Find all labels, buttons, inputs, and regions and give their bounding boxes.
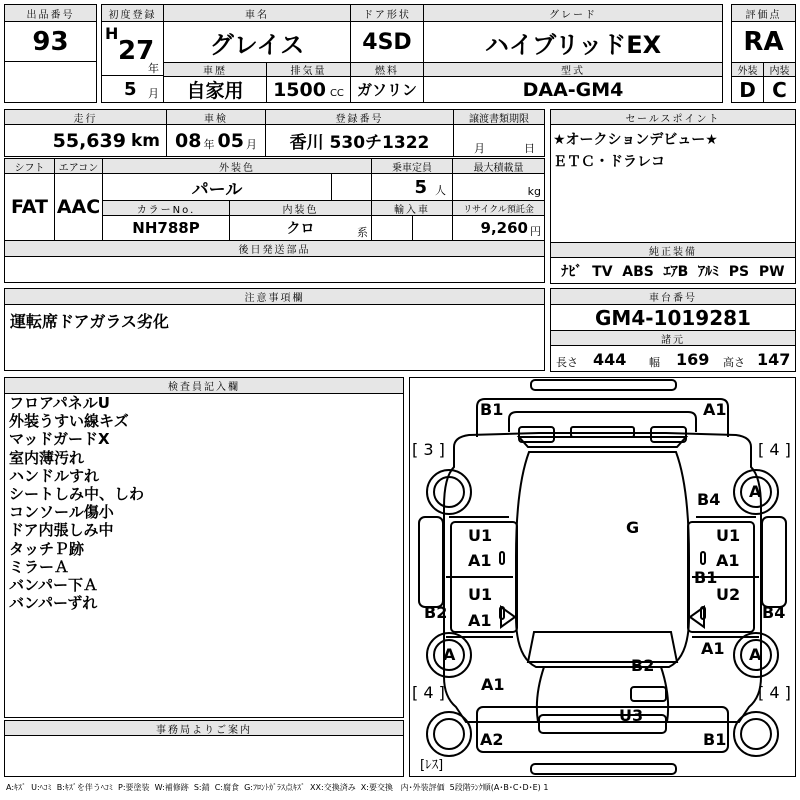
- interior-color-label: 内装色: [229, 200, 372, 216]
- exterior-color: パール: [102, 173, 332, 201]
- era: H: [105, 24, 119, 43]
- inspection-month-unit: 月: [245, 137, 257, 151]
- interior-grade: C: [763, 76, 796, 103]
- spec-values: [550, 345, 796, 372]
- shift: FAT: [4, 173, 55, 241]
- max-load-cell: [452, 173, 545, 201]
- color-number: NH788P: [102, 215, 230, 241]
- month-unit: 月: [148, 87, 159, 100]
- mark-front-right-fender: A1: [701, 639, 725, 658]
- mark-rear-right-quarter: B4: [697, 490, 721, 509]
- aircon: AAC: [54, 173, 103, 241]
- transfer-deadline-label: 譲渡書類期限: [453, 109, 545, 125]
- capacity: 5: [414, 176, 427, 198]
- mark-front-bumper: U3: [619, 706, 644, 725]
- fuel: ガソリン: [350, 76, 424, 103]
- recycle-label: リサイクル預託金: [452, 200, 545, 216]
- inspector-line: バンパー下Ａ: [9, 576, 98, 595]
- later-parts-label: 後日発送部品: [4, 240, 545, 257]
- door-type-label: ドア形状: [350, 4, 424, 22]
- equipment-list: ﾅﾋﾞ TV ABS ｴｱB ｱﾙﾐ PS PW: [550, 257, 796, 284]
- displacement-cell: [266, 76, 351, 103]
- first-registration-year-cell: [101, 21, 164, 76]
- import-cell-a: [371, 215, 413, 241]
- inspection-year-unit: 年: [203, 137, 215, 151]
- color-number-label: カラーNo.: [102, 200, 230, 216]
- notes-label: 注意事項欄: [4, 288, 545, 305]
- car-name-label: 車名: [163, 4, 351, 22]
- sales-point-label: セールスポイント: [550, 109, 796, 125]
- length-value: 444: [593, 350, 627, 369]
- mark-front-right-corner: B1: [703, 730, 727, 749]
- score: RA: [731, 21, 796, 63]
- chassis-number: GM4-1019281: [550, 304, 796, 331]
- inspection-month: 05: [217, 129, 244, 152]
- recycle-fee: 9,260: [480, 219, 528, 237]
- inspector-line: ドア内張しみ中: [9, 521, 114, 540]
- inspection-label: 車検: [166, 109, 266, 125]
- model: DAA-GM4: [423, 76, 723, 103]
- office-label: 事務局よりご案内: [4, 720, 404, 736]
- first-registration-month: 5: [124, 79, 137, 100]
- inspector-line: フロアパネルU: [9, 394, 110, 412]
- exterior-color-spare: [331, 173, 372, 201]
- mark-front-left-fender: A1: [481, 675, 505, 694]
- width-value: 169: [676, 350, 710, 369]
- sales-point-line-2: ＥＴＣ・ドラレコ: [553, 154, 665, 170]
- inspection-year: 08: [175, 129, 202, 152]
- capacity-cell: [371, 173, 453, 201]
- office-box: [4, 735, 404, 777]
- mark-front-left-corner: A2: [480, 730, 504, 749]
- inspector-line: シートしみ中、しわ: [9, 485, 145, 504]
- mark-right-rocker: B4: [762, 603, 786, 622]
- notes-text: 運転席ドアガラス劣化: [10, 312, 169, 331]
- mark-bracket-rear-left: [ 3 ]: [412, 440, 445, 459]
- displacement-label: 排気量: [266, 62, 351, 77]
- door-type: 4SD: [350, 21, 424, 63]
- transfer-month-unit: 月: [474, 142, 485, 155]
- interior-label: 内装: [763, 62, 796, 77]
- capacity-label: 乗車定員: [371, 158, 453, 174]
- registration-number: 香川 530チ1322: [265, 124, 454, 157]
- mark-spare-tire: [ﾚｽ]: [420, 758, 444, 773]
- transfer-day-unit: 日: [524, 142, 535, 155]
- spec-label: 諸元: [550, 330, 796, 346]
- length-label: 長さ: [556, 356, 578, 369]
- first-registration-month-cell: [101, 75, 164, 103]
- mark-rear-right-door-a: A1: [716, 551, 740, 570]
- inspector-line: バンパーずれ: [9, 594, 98, 613]
- history: 自家用: [163, 76, 267, 103]
- mark-wheel-rear-right: A: [749, 482, 762, 501]
- mark-bracket-front-right: [ 4 ]: [758, 683, 791, 702]
- model-label: 型式: [423, 62, 723, 77]
- registration-number-label: 登録番号: [265, 109, 454, 125]
- car-diagram: [409, 377, 796, 777]
- car-name: グレイス: [163, 21, 351, 63]
- inspector-line: マッドガードX: [9, 430, 110, 449]
- year-unit: 年: [148, 62, 159, 75]
- mark-bracket-rear-right: [ 4 ]: [758, 440, 791, 459]
- mark-hood: B2: [631, 656, 655, 675]
- mileage: 55,639: [52, 129, 126, 152]
- legend-text: A:ｷｽﾞ U:ﾍｺﾐ B:ｷｽﾞを伴うﾍｺﾐ P:要塗装 W:補修跡 S:錆 C:腐食 G:ﾌﾛﾝﾄｶﾞﾗｽ点ｷｽﾞ XX:交換済み X:要交換 内･外装評価 5段階ﾗﾝｸ順(A･B･C･D･E) 1: [6, 783, 549, 792]
- inspector-line: 室内薄汚れ: [9, 448, 85, 467]
- exterior-color-label: 外装色: [102, 158, 372, 174]
- inspector-line: 外装うすい線キズ: [9, 412, 129, 431]
- inspector-line: ミラーＡ: [9, 557, 70, 576]
- import-cell-b: [412, 215, 453, 241]
- history-label: 車歴: [163, 62, 267, 77]
- grade: ハイブリッドEX: [423, 21, 723, 63]
- mark-rear-right: A1: [703, 400, 727, 419]
- mileage-label: 走行: [4, 109, 167, 125]
- interior-color-cell: [229, 215, 372, 241]
- chassis-number-label: 車台番号: [550, 288, 796, 305]
- mark-front-right-door-b: B1: [694, 568, 718, 587]
- mark-wheel-front-left: A: [443, 645, 456, 664]
- sales-point-line-1: ★オークションデビュー★: [553, 132, 718, 148]
- max-load-unit: kg: [527, 184, 541, 198]
- inspector-line: タッチＰ跡: [9, 539, 85, 558]
- score-label: 評価点: [731, 4, 796, 22]
- mark-roof: G: [626, 518, 640, 537]
- displacement: 1500: [273, 78, 326, 101]
- later-parts-box: [4, 256, 545, 283]
- mark-front-right-door-u: U2: [716, 585, 741, 604]
- height-value: 147: [757, 350, 791, 369]
- mark-rear-left: B1: [480, 400, 504, 419]
- aircon-label: エアコン: [54, 158, 103, 174]
- width-label: 幅: [649, 356, 660, 369]
- displacement-unit: CC: [329, 88, 344, 99]
- recycle-cell: [452, 215, 545, 241]
- mark-wheel-front-right: A: [749, 645, 762, 664]
- fuel-label: 燃料: [350, 62, 424, 77]
- exterior-label: 外装: [731, 62, 764, 77]
- mark-left-rocker: B2: [424, 603, 448, 622]
- mark-front-left-door-u: U1: [468, 585, 493, 604]
- height-label: 高さ: [723, 356, 745, 369]
- mark-rear-right-door-u: U1: [716, 526, 741, 545]
- inspection-cell: [166, 124, 266, 157]
- mileage-cell: [4, 124, 167, 157]
- shift-label: シフト: [4, 158, 55, 174]
- equipment-label: 純正装備: [550, 242, 796, 258]
- inspector-line: ハンドルすれ: [9, 466, 100, 485]
- mark-rear-left-door-u: U1: [468, 526, 493, 545]
- import-label: 輸入車: [371, 200, 453, 216]
- exterior-grade: D: [731, 76, 764, 103]
- interior-color: クロ: [286, 221, 315, 237]
- grade-label: グレード: [423, 4, 723, 22]
- first-registration-label: 初度登録: [101, 4, 164, 22]
- mark-front-left-door-a: A1: [468, 611, 492, 630]
- lot-number-blank: [4, 61, 97, 103]
- transfer-deadline-cell: [453, 124, 545, 157]
- max-load-label: 最大積載量: [452, 158, 545, 174]
- mark-bracket-front-left: [ 4 ]: [412, 683, 445, 702]
- mark-rear-left-door-a: A1: [468, 551, 492, 570]
- recycle-unit: 円: [530, 224, 541, 238]
- inspector-line: コンソール傷小: [9, 503, 114, 522]
- first-registration-year: 27: [118, 36, 155, 66]
- interior-color-unit: 系: [357, 226, 368, 239]
- mileage-unit: km: [130, 130, 160, 151]
- capacity-unit: 人: [435, 184, 446, 197]
- inspector-label: 検査員記入欄: [4, 377, 404, 394]
- inspector-lines: [9, 394, 144, 612]
- lot-number: 93: [4, 21, 97, 62]
- lot-number-label: 出品番号: [4, 4, 97, 22]
